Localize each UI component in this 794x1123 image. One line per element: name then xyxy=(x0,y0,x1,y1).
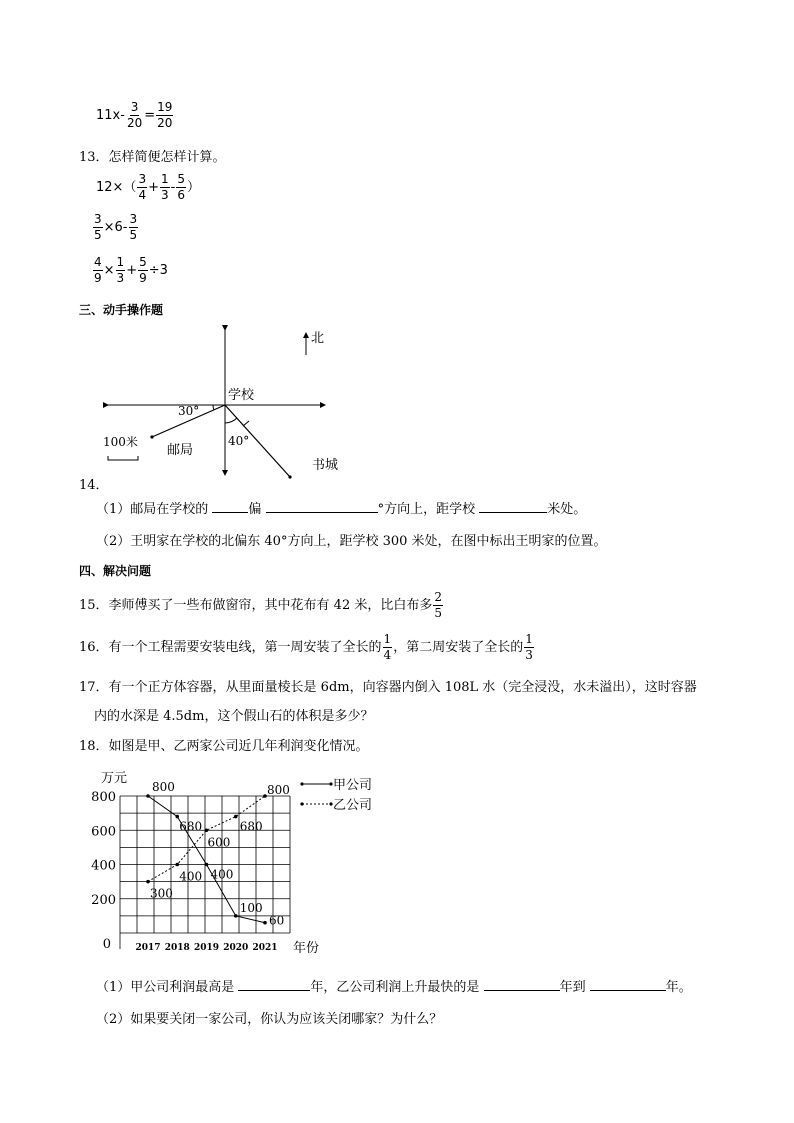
fraction: $\frac{3}{20}$ xyxy=(126,100,143,130)
eq-text: 11x- xyxy=(96,108,125,123)
answer-blank[interactable] xyxy=(266,500,378,513)
answer-blank[interactable] xyxy=(212,500,248,513)
data-point xyxy=(175,863,179,867)
q14-number: 14． xyxy=(79,478,109,493)
data-point xyxy=(205,828,209,832)
north-label: 北 xyxy=(311,331,325,346)
x-tick-label: 2021 xyxy=(252,943,278,953)
angle-40-label: 40° xyxy=(228,434,250,448)
chart-series xyxy=(146,780,290,928)
section-3-heading: 三、动手操作题 xyxy=(79,303,164,317)
data-point xyxy=(175,815,179,819)
answer-blank[interactable] xyxy=(590,978,666,991)
school-label: 学校 xyxy=(228,388,255,403)
legend-marker xyxy=(300,782,303,785)
legend-label: 乙公司 xyxy=(333,798,373,813)
angle-30-label: 30° xyxy=(178,404,200,418)
section-4-heading: 四、解决问题 xyxy=(79,564,152,578)
q16: 16．有一个工程需要安装电线，第一周安装了全长的 $\frac{1}{4}$ ，第二周安装了全长的 $\frac{1}{3}$ xyxy=(79,632,533,662)
data-label: 300 xyxy=(150,886,173,901)
tick-mark xyxy=(243,421,249,426)
q13-title: 13．怎样简便怎样计算。 xyxy=(79,150,226,165)
q13-expr-1: 12×（ $\frac{3}{4}$ + $\frac{1}{3}$ - $\frac{5}{6}$ ） xyxy=(96,172,200,202)
bookstore-label: 书城 xyxy=(312,458,339,473)
post-office-point xyxy=(150,435,153,438)
equation-prev xyxy=(96,100,174,131)
answer-blank[interactable] xyxy=(238,978,310,991)
data-label: 100 xyxy=(239,900,263,915)
compass-diagram xyxy=(100,325,340,485)
y-tick-label: 0 xyxy=(102,937,111,952)
q17-line-1: 17．有一个正方体容器，从里面量棱长是 6dm，向容器内倒入 108L 水（完全浸没，水未溢出），这时容器 xyxy=(79,680,697,695)
profit-line-chart xyxy=(85,762,385,962)
data-point xyxy=(234,815,238,819)
scale-label: 100米 xyxy=(103,435,138,449)
x-axis-label: 年份 xyxy=(293,941,320,956)
scale-bar xyxy=(108,456,138,460)
chart-legend xyxy=(300,778,372,813)
data-point xyxy=(234,914,238,918)
data-label: 800 xyxy=(152,780,175,794)
answer-blank[interactable] xyxy=(479,500,547,513)
angle-arc xyxy=(225,418,237,423)
q13-expr-3: $\frac{4}{9}$ × $\frac{1}{3}$ + $\frac{5}{9}$ ÷3 xyxy=(94,255,168,285)
legend-marker xyxy=(300,802,303,805)
q18-title: 18．如图是甲、乙两家公司近几年利润变化情况。 xyxy=(79,739,369,754)
q14-part-1: （1）邮局在学校的 偏 °方向上，距学校 米处。 xyxy=(96,502,587,517)
x-tick-label: 2019 xyxy=(193,943,220,953)
post-office-label: 邮局 xyxy=(167,443,194,458)
answer-blank[interactable] xyxy=(484,978,560,991)
data-label: 680 xyxy=(239,819,263,834)
q14-part-2: （2）王明家在学校的北偏东 40°方向上，距学校 300 米处，在图中标出王明家的位置。 xyxy=(96,534,607,549)
data-label: 400 xyxy=(179,869,203,884)
data-label: 680 xyxy=(179,819,203,834)
q15: 15．李师傅买了一些布做窗帘，其中花布有 42 米，比白布多 $\frac{2}{5}$ xyxy=(79,590,442,620)
data-label: 800 xyxy=(267,783,290,797)
x-tick-label: 2020 xyxy=(223,943,249,953)
eq-sign: = xyxy=(144,108,156,123)
data-point xyxy=(146,880,150,884)
q13-expr-2: $\frac{3}{5}$ ×6- $\frac{3}{5}$ xyxy=(94,212,138,242)
legend-label: 甲公司 xyxy=(333,778,373,793)
q18-part-2: （2）如果要关闭一家公司，你认为应该关闭哪家？为什么？ xyxy=(96,1012,443,1027)
data-point xyxy=(205,863,209,867)
data-label: 600 xyxy=(207,835,231,850)
data-point xyxy=(146,794,150,798)
angle-arc xyxy=(213,405,214,410)
data-point xyxy=(263,921,267,925)
data-label: 400 xyxy=(210,867,234,882)
q17-line-2: 内的水深是 4.5dm，这个假山石的体积是多少？ xyxy=(94,709,374,724)
bookstore-point xyxy=(288,475,291,478)
y-tick-label: 400 xyxy=(91,858,116,874)
x-tick-label: 2018 xyxy=(164,943,190,953)
x-tick-label: 2017 xyxy=(135,943,161,953)
y-tick-label: 600 xyxy=(91,824,116,840)
q18-part-1: （1）甲公司利润最高是 年，乙公司利润上升最快的是 年到 年。 xyxy=(96,980,692,995)
y-tick-label: 200 xyxy=(91,892,116,908)
y-axis-label: 万元 xyxy=(101,771,128,786)
y-tick-label: 800 xyxy=(91,790,116,805)
fraction: $\frac{19}{20}$ xyxy=(157,100,173,130)
data-label: 60 xyxy=(269,913,285,928)
